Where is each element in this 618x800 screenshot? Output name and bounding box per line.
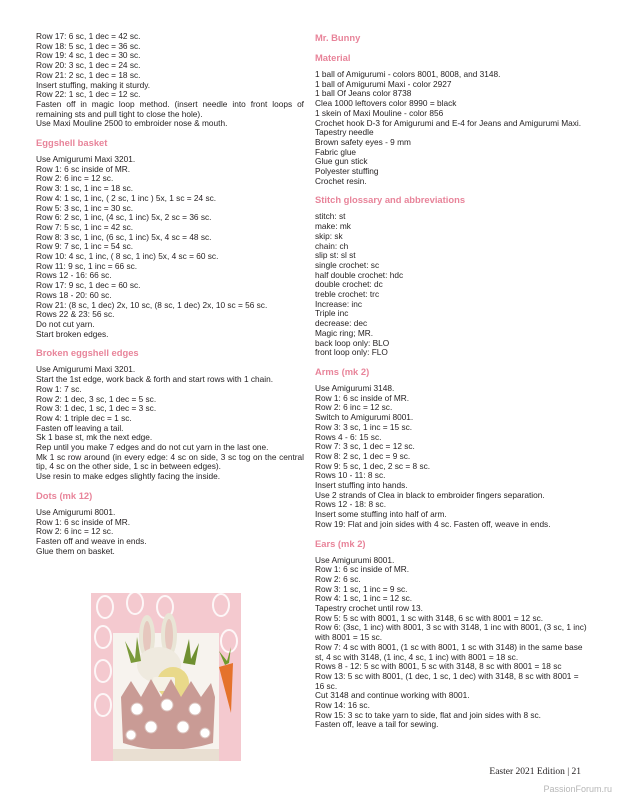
text-line: Insert stuffing, making it sturdy. — [36, 79, 151, 90]
text-line: Triple inc — [315, 308, 349, 319]
broken-edges-section — [36, 347, 304, 481]
text-line: Tapestry crochet until row 13. — [315, 603, 423, 614]
text-line: Brown safety eyes - 9 mm — [315, 136, 411, 147]
text-line: slip st: sl st — [315, 250, 356, 261]
text-line: Row 3: 3 sc, 1 inc = 15 sc. — [315, 421, 413, 432]
text-line: Row 21: 2 sc, 1 dec = 18 sc. — [36, 69, 141, 80]
text-line: Row 1: 6 sc inside of MR. — [315, 564, 410, 575]
text-line: Magic ring; MR. — [315, 327, 374, 338]
text-line: Insert some stuffing into half of arm. — [315, 509, 447, 520]
text-line: Use resin to make edges slightly facing the inside. — [36, 471, 221, 482]
text-line: Row 7: 3 sc, 1 dec = 12 sc. — [315, 441, 415, 452]
table-surface — [113, 749, 219, 761]
text-line: decrease: dec — [315, 318, 368, 329]
dots-section — [36, 490, 304, 557]
text-line: Row 10: 4 sc, 1 inc, ( 8 sc, 1 inc) 5x, 4 sc = 60 sc. — [36, 251, 219, 262]
text-line: Row 9: 5 sc, 1 dec, 2 sc = 8 sc. — [315, 460, 431, 471]
section-heading: Eggshell basket — [36, 137, 108, 149]
text-line: Fasten off leaving a tail. — [36, 422, 124, 433]
text-line: Rows 12 - 16: 66 sc. — [36, 270, 112, 281]
section-heading: Stitch glossary and abbreviations — [315, 194, 466, 206]
text-line: Row 1: 6 sc inside of MR. — [36, 163, 131, 174]
text-line: Use Amigurumi 3148. — [315, 382, 395, 393]
text-line: Row 2: 6 sc. — [315, 573, 361, 584]
text-line: Row 6: (3sc, 1 inc) with 8001, 3 sc with 3148, 1 inc with 8001, (3 sc, 1 inc) with 8001 = 15 sc. — [315, 622, 587, 643]
text-line: Row 21: (8 sc, 1 dec) 2x, 10 sc, (8 sc, 1 dec) 2x, 10 sc = 56 sc. — [36, 299, 268, 310]
text-line: Row 1: 6 sc inside of MR. — [36, 516, 131, 527]
text-line: Row 3: 1 dec, 1 sc, 1 dec = 3 sc. — [36, 403, 157, 414]
text-line: Row 17: 6 sc, 1 dec = 42 sc. — [36, 31, 141, 41]
section-heading: Dots (mk 12) — [36, 489, 93, 501]
text-line: Insert stuffing into hands. — [315, 480, 408, 491]
text-line: Fasten off in magic loop method. (insert needle into front loops of remaining sts and pull tight to close the hole). — [36, 98, 304, 119]
text-line: Row 3: 1 sc, 1 inc = 18 sc. — [36, 183, 134, 194]
text-line: Use Maxi Mouline 2500 to embroider nose & mouth. — [36, 118, 228, 129]
basket-photo — [91, 593, 241, 761]
text-line: Switch to Amigurumi 8001. — [315, 412, 414, 423]
text-line: Row 15: 3 sc to take yarn to side, flat and join sides with 8 sc. — [315, 709, 541, 720]
mr-bunny-section — [315, 32, 589, 44]
text-line: single crochet: sc — [315, 259, 380, 270]
text-line: 1 skein of Maxi Mouline - color 856 — [315, 107, 444, 118]
text-line: Row 20: 3 sc, 1 dec = 24 sc. — [36, 60, 141, 71]
text-line: Use Amigurumi Maxi 3201. — [36, 154, 136, 165]
ears-section — [315, 538, 589, 731]
text-line: back loop only: BLO — [315, 337, 390, 348]
text-line: 1 ball of Amigurumi - colors 8001, 8008, and 3148. — [315, 69, 501, 79]
text-line: Rows 8 - 12: 5 sc with 8001, 5 sc with 3148, 8 sc with 8001 = 18 sc — [315, 661, 562, 672]
text-line: Row 8: 2 sc, 1 dec = 9 sc. — [315, 450, 411, 461]
text-line: skip: sk — [315, 230, 343, 241]
text-line: Rows 10 - 11: 8 sc. — [315, 470, 386, 481]
text-line: Cut 3148 and continue working with 8001. — [315, 690, 470, 701]
text-line: Do not cut yarn. — [36, 318, 95, 329]
text-line: Rows 4 - 6: 15 sc. — [315, 431, 382, 442]
text-line: Fasten off, leave a tail for sewing. — [315, 719, 439, 730]
text-line: Row 19: Flat and join sides with 4 sc. Fasten off, weave in ends. — [315, 518, 551, 529]
text-line: Row 13: 5 sc with 8001, (1 dec, 1 sc, 1 dec) with 3148, 8 sc with 8001 = 16 sc. — [315, 670, 579, 691]
eggshell-basket-section — [36, 137, 304, 339]
text-line: Tapestry needle — [315, 127, 374, 138]
material-section — [315, 52, 589, 186]
text-line: Rows 18 - 20: 60 sc. — [36, 289, 112, 300]
pattern-title: Mr. Bunny — [315, 32, 361, 43]
text-line: Use Amigurumi 8001. — [315, 554, 395, 565]
text-line: 1 ball Of Jeans color 8738 — [315, 88, 412, 99]
text-line: Row 22: 1 sc, 1 dec = 12 sc. — [36, 89, 141, 100]
text-line: Fasten off and weave in ends. — [36, 535, 147, 546]
text-line: Row 4: 1 sc, 1 inc, ( 2 sc, 1 inc ) 5x, 1 sc = 24 sc. — [36, 192, 217, 203]
text-line: Use Amigurumi 8001. — [36, 506, 116, 517]
text-line: make: mk — [315, 221, 351, 232]
page-footer: Easter 2021 Edition | 21 — [489, 767, 581, 777]
text-line: Start broken edges. — [36, 328, 109, 339]
text-line: Row 1: 7 sc. — [36, 383, 82, 394]
text-line: Row 1: 6 sc inside of MR. — [315, 392, 410, 403]
text-line: Row 7: 4 sc with 8001, (1 sc with 8001, 1 sc with 3148) in the same base st, 4 sc with 3148, (1 inc, 4 sc, 1 inc) with 8001 = 18 sc. — [315, 641, 583, 662]
text-line: Row 8: 3 sc, 1 inc, (6 sc, 1 inc) 5x, 4 sc = 48 sc. — [36, 231, 212, 242]
section-heading: Material — [315, 52, 351, 63]
text-line: Row 7: 5 sc, 1 inc = 42 sc. — [36, 221, 134, 232]
text-line: Glue them on basket. — [36, 545, 115, 556]
text-line: front loop only: FLO — [315, 347, 388, 358]
text-line: Row 3: 1 sc, 1 inc = 9 sc. — [315, 583, 408, 594]
text-line: chain: ch — [315, 240, 349, 251]
section-heading: Arms (mk 2) — [315, 365, 370, 377]
text-line: Mk 1 sc row around (in every edge: 4 sc on side, 3 sc tog on the central tip, 4 sc on the other side, 1 sc in between edges). — [36, 451, 304, 472]
section-heading: Broken eggshell edges — [36, 347, 139, 359]
text-line: Row 11: 9 sc, 1 inc = 66 sc. — [36, 260, 138, 271]
text-line: Crochet resin. — [315, 175, 367, 186]
text-line: half double crochet: hdc — [315, 269, 404, 280]
text-line: Clea 1000 leftovers color 8990 = black — [315, 98, 457, 109]
left-column — [36, 32, 304, 564]
text-line: Row 4: 1 triple dec = 1 sc. — [36, 412, 132, 423]
intro-rows-section — [36, 32, 304, 129]
text-line: Row 14: 16 sc. — [315, 700, 370, 711]
text-line: Row 2: 1 dec, 3 sc, 1 dec = 5 sc. — [36, 393, 157, 404]
text-line: Row 2: 6 inc = 12 sc. — [36, 173, 114, 184]
text-line: Polyester stuffing — [315, 166, 379, 177]
text-line: Increase: inc — [315, 298, 363, 309]
text-line: Row 2: 6 inc = 12 sc. — [315, 402, 393, 413]
text-line: Row 5: 5 sc with 8001, 1 sc with 3148, 6 sc with 8001 = 12 sc. — [315, 612, 544, 623]
text-line: 1 ball of Amigurumi Maxi - color 2927 — [315, 78, 452, 89]
arms-section — [315, 366, 589, 530]
text-line: Row 4: 1 sc, 1 inc = 12 sc. — [315, 593, 413, 604]
text-line: Use Amigurumi Maxi 3201. — [36, 364, 136, 375]
text-line: treble crochet: trc — [315, 289, 380, 300]
text-line: Rows 22 & 23: 56 sc. — [36, 309, 115, 320]
text-line: Row 6: 2 sc, 1 inc, (4 sc, 1 inc) 5x, 2 sc = 36 sc. — [36, 212, 212, 223]
basket-illustration — [91, 593, 241, 761]
text-line: Crochet hook D-3 for Amigurumi and E-4 for Jeans and Amigurumi Maxi. — [315, 117, 582, 128]
text-line: double crochet: dc — [315, 279, 383, 290]
text-line: Use 2 strands of Clea in black to embroider fingers separation. — [315, 489, 545, 500]
glossary-section — [315, 194, 589, 358]
section-heading: Ears (mk 2) — [315, 537, 366, 549]
text-line: Rep until you make 7 edges and do not cut yarn in the last one. — [36, 442, 269, 453]
text-line: Fabric glue — [315, 146, 357, 157]
text-line: Glue gun stick — [315, 156, 368, 167]
text-line: Row 19: 4 sc, 1 dec = 30 sc. — [36, 50, 141, 61]
right-column — [315, 32, 589, 738]
text-line: Row 5: 3 sc, 1 inc = 30 sc. — [36, 202, 134, 213]
text-line: Rows 12 - 18: 8 sc. — [315, 499, 387, 510]
text-line: Row 18: 5 sc, 1 dec = 36 sc. — [36, 40, 141, 51]
text-line: stitch: st — [315, 211, 346, 222]
text-line: Row 17: 9 sc, 1 dec = 60 sc. — [36, 280, 141, 291]
text-line: Row 2: 6 inc = 12 sc. — [36, 526, 114, 537]
text-line: Start the 1st edge, work back & forth and start rows with 1 chain. — [36, 374, 274, 385]
site-watermark: PassionForum.ru — [543, 784, 612, 794]
text-line: Row 9: 7 sc, 1 inc = 54 sc. — [36, 241, 134, 252]
text-line: Sk 1 base st, mk the next edge. — [36, 432, 153, 443]
